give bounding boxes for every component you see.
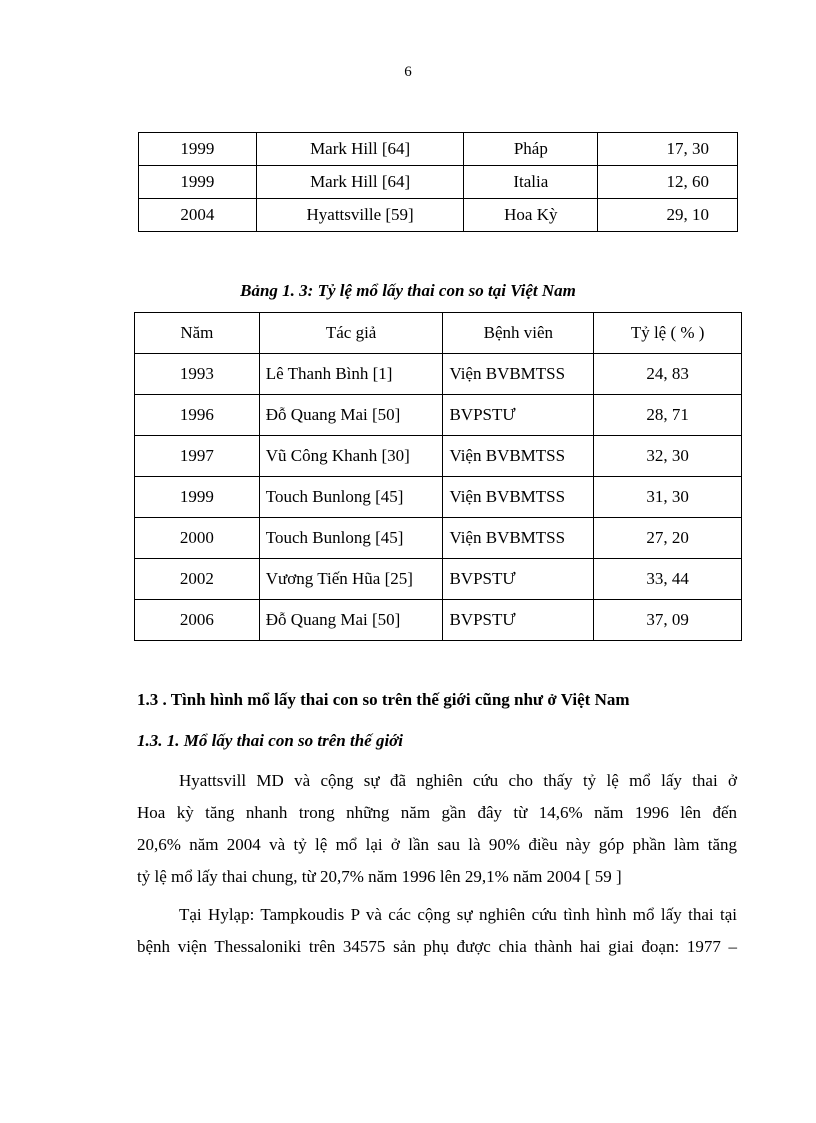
header-hospital: Bệnh viên bbox=[443, 313, 594, 354]
author-cell: Mark Hill [64] bbox=[256, 133, 464, 166]
author-cell: Mark Hill [64] bbox=[256, 166, 464, 199]
header-author: Tác giả bbox=[259, 313, 443, 354]
table-row bbox=[135, 354, 742, 395]
year-cell: 1999 bbox=[139, 133, 257, 166]
table-row bbox=[135, 559, 742, 600]
paragraph-line: bệnh viện Thessaloniki trên 34575 sản phụ được chia thành hai giai đoạn: 1977 – bbox=[137, 937, 737, 956]
author-cell: Touch Bunlong [45] bbox=[259, 477, 443, 518]
hospital-cell: Viện BVBMTSS bbox=[443, 518, 594, 559]
paragraph-line: tỷ lệ mổ lấy thai chung, từ 20,7% năm 1996 lên 29,1% năm 2004 [ 59 ] bbox=[137, 867, 622, 886]
table-header-row bbox=[135, 313, 742, 354]
hospital-cell: BVPSTƯ bbox=[443, 600, 594, 641]
paragraph-line: Hyattsvill MD và cộng sự đã nghiên cứu cho thấy tỷ lệ mổ lấy thai ở bbox=[179, 771, 737, 790]
author-cell: Lê Thanh Bình [1] bbox=[259, 354, 443, 395]
subsection-heading: 1.3. 1. Mổ lấy thai con so trên thế giới bbox=[137, 731, 404, 750]
rate-cell: 32, 30 bbox=[594, 436, 742, 477]
year-cell: 1999 bbox=[135, 477, 260, 518]
rate-cell: 27, 20 bbox=[594, 518, 742, 559]
hospital-cell: BVPSTƯ bbox=[443, 395, 594, 436]
year-cell: 1999 bbox=[139, 166, 257, 199]
year-cell: 1993 bbox=[135, 354, 260, 395]
table-continued bbox=[138, 132, 738, 232]
year-cell: 2000 bbox=[135, 518, 260, 559]
header-year: Năm bbox=[135, 313, 260, 354]
hospital-cell: Viện BVBMTSS bbox=[443, 436, 594, 477]
table-row bbox=[135, 518, 742, 559]
place-cell: Hoa Kỳ bbox=[464, 199, 598, 232]
rate-cell: 28, 71 bbox=[594, 395, 742, 436]
paragraph-line: 20,6% năm 2004 và tỷ lệ mổ lại ở lần sau là 90% điều này góp phần làm tăng bbox=[137, 835, 737, 854]
page-number: 6 bbox=[404, 64, 412, 80]
paragraph-line: Hoa kỳ tăng nhanh trong những năm gần đây từ 14,6% năm 1996 lên đến bbox=[137, 803, 737, 822]
hospital-cell: Viện BVBMTSS bbox=[443, 477, 594, 518]
year-cell: 2006 bbox=[135, 600, 260, 641]
table-row bbox=[135, 600, 742, 641]
year-cell: 1996 bbox=[135, 395, 260, 436]
place-cell: Italia bbox=[464, 166, 598, 199]
rate-cell: 12, 60 bbox=[598, 166, 738, 199]
place-cell: Pháp bbox=[464, 133, 598, 166]
paragraph-us-rates bbox=[137, 765, 737, 893]
table-vietnam bbox=[134, 312, 742, 641]
table-row bbox=[135, 477, 742, 518]
section-heading: 1.3 . Tình hình mổ lấy thai con so trên thế giới cũng như ở Việt Nam bbox=[137, 690, 630, 709]
rate-cell: 37, 09 bbox=[594, 600, 742, 641]
rate-cell: 29, 10 bbox=[598, 199, 738, 232]
author-cell: Touch Bunlong [45] bbox=[259, 518, 443, 559]
paragraph-greece bbox=[137, 899, 737, 963]
rate-cell: 33, 44 bbox=[594, 559, 742, 600]
year-cell: 1997 bbox=[135, 436, 260, 477]
table-caption: Bảng 1. 3: Tỷ lệ mổ lấy thai con so tại Việt Nam bbox=[240, 281, 576, 300]
rate-cell: 24, 83 bbox=[594, 354, 742, 395]
year-cell: 2002 bbox=[135, 559, 260, 600]
table-row bbox=[139, 166, 738, 199]
hospital-cell: BVPSTƯ bbox=[443, 559, 594, 600]
table-row bbox=[139, 199, 738, 232]
author-cell: Vương Tiến Hũa [25] bbox=[259, 559, 443, 600]
table-row bbox=[135, 436, 742, 477]
rate-cell: 31, 30 bbox=[594, 477, 742, 518]
author-cell: Hyattsville [59] bbox=[256, 199, 464, 232]
paragraph-line: Tại Hylạp: Tampkoudis P và các cộng sự nghiên cứu tình hình mổ lấy thai tại bbox=[179, 905, 737, 924]
author-cell: Đỗ Quang Mai [50] bbox=[259, 395, 443, 436]
table-row bbox=[139, 133, 738, 166]
author-cell: Đỗ Quang Mai [50] bbox=[259, 600, 443, 641]
hospital-cell: Viện BVBMTSS bbox=[443, 354, 594, 395]
rate-cell: 17, 30 bbox=[598, 133, 738, 166]
author-cell: Vũ Công Khanh [30] bbox=[259, 436, 443, 477]
year-cell: 2004 bbox=[139, 199, 257, 232]
header-rate: Tỷ lệ ( % ) bbox=[594, 313, 742, 354]
table-row bbox=[135, 395, 742, 436]
